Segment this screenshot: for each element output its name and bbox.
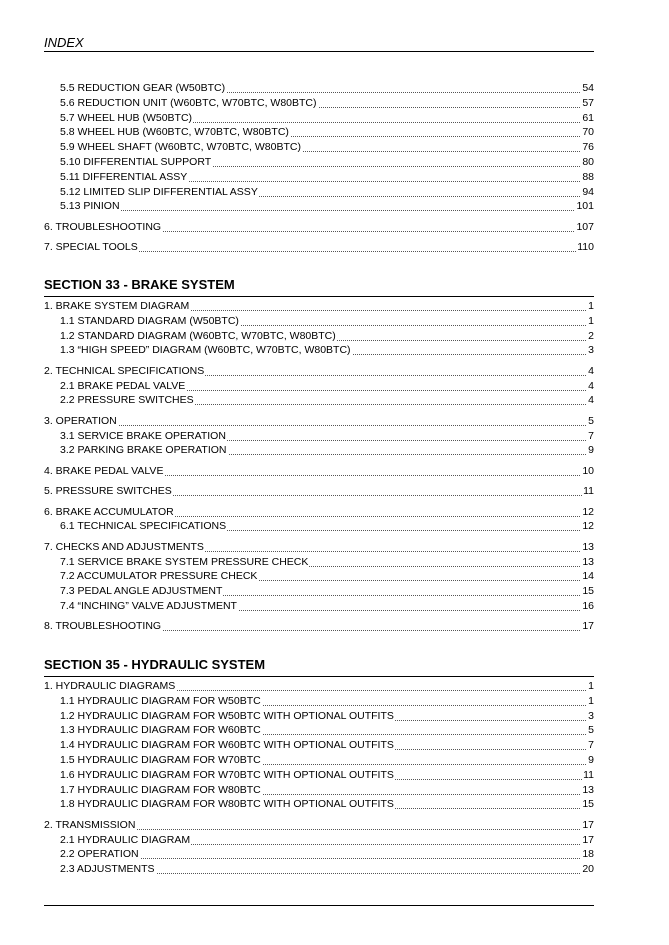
toc-subentry[interactable] [44,81,594,96]
toc-entry-title: 1.7 HYDRAULIC DIAGRAM FOR W80BTC [60,783,261,796]
toc-entry[interactable] [44,414,594,429]
toc-subentry[interactable] [44,314,594,329]
toc-subentry[interactable] [44,709,594,724]
toc-subentry[interactable] [44,111,594,126]
toc-subentry[interactable] [44,797,594,812]
toc-page-number: 70 [582,126,594,139]
toc-leader-dots [60,857,592,859]
toc-subentry[interactable] [44,140,594,155]
toc-page-number: 10 [582,464,594,477]
toc-entry-title: 3. OPERATION [44,414,117,427]
toc-subentry[interactable] [44,125,594,140]
toc-page-number: 11 [583,768,594,781]
toc-subentry[interactable] [44,862,594,877]
toc-entry-title: 2.3 ADJUSTMENTS [60,863,155,876]
toc-subentry[interactable] [44,155,594,170]
page-header-title: INDEX [44,35,84,50]
toc-page-number: 17 [582,833,594,846]
toc-subentry[interactable] [44,443,594,458]
toc-entry-title: 6. BRAKE ACCUMULATOR [44,505,174,518]
toc-page-number: 1 [588,680,594,692]
toc-entry-title: 1.4 HYDRAULIC DIAGRAM FOR W60BTC WITH OPTIONAL OUTFITS [60,739,394,752]
toc-subentry[interactable] [44,199,594,214]
toc-page-number: 12 [582,505,594,518]
toc-page-number: 15 [582,798,594,811]
toc-entry[interactable] [44,220,594,235]
toc-subentry[interactable] [44,783,594,798]
toc-entry-title: 1.6 HYDRAULIC DIAGRAM FOR W70BTC WITH OPTIONAL OUTFITS [60,768,394,781]
toc-page-number: 17 [582,620,594,633]
toc-page-number: 16 [582,599,594,612]
toc-page-number: 88 [582,170,594,183]
toc-entry-title: 5.13 PINION [60,200,120,213]
toc-entry[interactable] [44,240,594,255]
toc-entry-title: 7.3 PEDAL ANGLE ADJUSTMENT [60,585,223,598]
toc-entry-title: 8. TROUBLESHOOTING [44,620,162,633]
toc-entry-title: 1.2 HYDRAULIC DIAGRAM FOR W50BTC WITH OPTIONAL OUTFITS [60,709,394,722]
toc-entry-title: 2.1 HYDRAULIC DIAGRAM [60,833,191,846]
toc-entry-title: 7. CHECKS AND ADJUSTMENTS [44,540,204,553]
toc-subentry[interactable] [44,329,594,344]
toc-subentry[interactable] [44,379,594,394]
toc-entry-title: 5.11 DIFFERENTIAL ASSY [60,170,188,183]
toc-entry-title: 5.7 WHEEL HUB (W50BTC) [60,111,193,124]
toc-subentry[interactable] [44,723,594,738]
toc-entry-title: 1.1 STANDARD DIAGRAM (W50BTC) [60,314,239,327]
toc-subentry[interactable] [44,170,594,185]
toc-entry[interactable] [44,619,594,634]
toc-entry-title: 5.12 LIMITED SLIP DIFFERENTIAL ASSY [60,185,258,198]
toc-entry-title: 1. HYDRAULIC DIAGRAMS [44,680,176,692]
toc-entry-title: 4. BRAKE PEDAL VALVE [44,464,164,477]
toc-entry[interactable] [44,364,594,379]
section-33-title: SECTION 33 - BRAKE SYSTEM [44,277,235,292]
toc-page-number: 1 [588,300,594,312]
toc-entry[interactable] [44,464,594,479]
header-rule [44,51,594,52]
toc-page-number: 94 [582,185,594,198]
toc-page-number: 110 [577,241,594,254]
toc-subentry[interactable] [44,555,594,570]
toc-page-number: 54 [582,82,594,94]
toc-entry-title: 7.1 SERVICE BRAKE SYSTEM PRESSURE CHECK [60,555,309,568]
toc-entry-title: 1.5 HYDRAULIC DIAGRAM FOR W70BTC [60,753,261,766]
toc-page-number: 11 [583,485,594,498]
toc-page-number: 5 [588,724,594,737]
toc-subentry[interactable] [44,185,594,200]
toc-block-section-33 [44,299,594,634]
toc-subentry[interactable] [44,847,594,862]
toc-page-number: 7 [588,429,594,442]
toc-page-number: 9 [588,753,594,766]
toc-page-number: 15 [582,585,594,598]
toc-subentry[interactable] [44,768,594,783]
toc-entry-title: 7. SPECIAL TOOLS [44,241,138,254]
toc-page-number: 9 [588,444,594,457]
toc-subentry[interactable] [44,833,594,848]
toc-entry-title: 2. TRANSMISSION [44,818,136,831]
toc-entry[interactable] [44,299,594,314]
toc-entry-title: 5.10 DIFFERENTIAL SUPPORT [60,155,212,168]
toc-page-number: 18 [582,848,594,861]
toc-page-number: 7 [588,739,594,752]
toc-subentry[interactable] [44,584,594,599]
toc-page-number: 80 [582,155,594,168]
toc-page-number: 20 [582,863,594,876]
toc-block-section-35 [44,679,594,877]
toc-page-number: 107 [576,220,594,233]
toc-page-number: 12 [582,520,594,533]
toc-entry[interactable] [44,818,594,833]
toc-entry-title: 3.1 SERVICE BRAKE OPERATION [60,429,226,442]
toc-entry-title: 7.2 ACCUMULATOR PRESSURE CHECK [60,570,258,583]
toc-subentry[interactable] [44,343,594,358]
toc-page-number: 2 [588,329,594,342]
toc-entry-title: 2.2 PRESSURE SWITCHES [60,394,194,407]
toc-page-number: 4 [588,379,594,392]
toc-entry-title: 5.5 REDUCTION GEAR (W50BTC) [60,82,226,94]
toc-entry[interactable] [44,484,594,499]
footer-rule [44,905,594,906]
toc-entry-title: 5. PRESSURE SWITCHES [44,485,172,498]
toc-entry-title: 1.3 HYDRAULIC DIAGRAM FOR W60BTC [60,724,261,737]
section-35-rule [44,676,594,677]
toc-entry[interactable] [44,540,594,555]
toc-page-number: 1 [588,694,594,707]
toc-page-number: 4 [588,364,594,377]
toc-entry-title: 5.9 WHEEL SHAFT (W60BTC, W70BTC, W80BTC) [60,141,301,154]
toc-entry-title: 2.1 BRAKE PEDAL VALVE [60,379,186,392]
toc-subentry[interactable] [44,429,594,444]
toc-page-number: 1 [588,314,594,327]
toc-entry[interactable] [44,505,594,520]
toc-entry-title: 1.3 “HIGH SPEED” DIAGRAM (W60BTC, W70BTC, W80BTC) [60,344,351,357]
toc-subentry[interactable] [44,569,594,584]
toc-page-number: 13 [582,783,594,796]
toc-entry-title: 7.4 “INCHING” VALVE ADJUSTMENT [60,599,237,612]
toc-page-number: 3 [588,344,594,357]
toc-entry-title: 5.8 WHEEL HUB (W60BTC, W70BTC, W80BTC) [60,126,289,139]
toc-entry-title: 2.2 OPERATION [60,848,139,861]
toc-page-number: 17 [582,818,594,831]
toc-entry-title: 2. TECHNICAL SPECIFICATIONS [44,364,205,377]
toc-entry[interactable] [44,679,594,694]
toc-entry-title: 1.1 HYDRAULIC DIAGRAM FOR W50BTC [60,694,261,707]
toc-page-number: 76 [582,141,594,154]
toc-page-number: 57 [582,96,594,109]
toc-entry-title: 6.1 TECHNICAL SPECIFICATIONS [60,520,227,533]
toc-page-number: 61 [582,111,594,124]
toc-entry-title: 5.6 REDUCTION UNIT (W60BTC, W70BTC, W80BTC) [60,96,317,109]
toc-entry-title: 1.8 HYDRAULIC DIAGRAM FOR W80BTC WITH OPTIONAL OUTFITS [60,798,394,811]
toc-page-number: 4 [588,394,594,407]
toc-page-number: 101 [576,200,594,213]
toc-block-continued [44,81,594,255]
toc-entry-title: 1. BRAKE SYSTEM DIAGRAM [44,300,190,312]
toc-entry-title: 1.2 STANDARD DIAGRAM (W60BTC, W70BTC, W80BTC) [60,329,336,342]
toc-subentry[interactable] [44,694,594,709]
toc-leader-dots [44,424,592,426]
toc-page-number: 5 [588,414,594,427]
toc-leader-dots [60,209,592,211]
toc-subentry[interactable] [44,599,594,614]
toc-entry-title: 6. TROUBLESHOOTING [44,220,162,233]
toc-subentry[interactable] [44,753,594,768]
toc-subentry[interactable] [44,738,594,753]
toc-page-number: 13 [582,555,594,568]
toc-page-number: 13 [582,540,594,553]
toc-entry-title: 3.2 PARKING BRAKE OPERATION [60,444,227,457]
section-35-title: SECTION 35 - HYDRAULIC SYSTEM [44,657,266,672]
toc-page-number: 3 [588,709,594,722]
toc-page-number: 14 [582,570,594,583]
toc-subentry[interactable] [44,96,594,111]
section-33-rule [44,296,594,297]
toc-subentry[interactable] [44,393,594,408]
toc-subentry[interactable] [44,519,594,534]
